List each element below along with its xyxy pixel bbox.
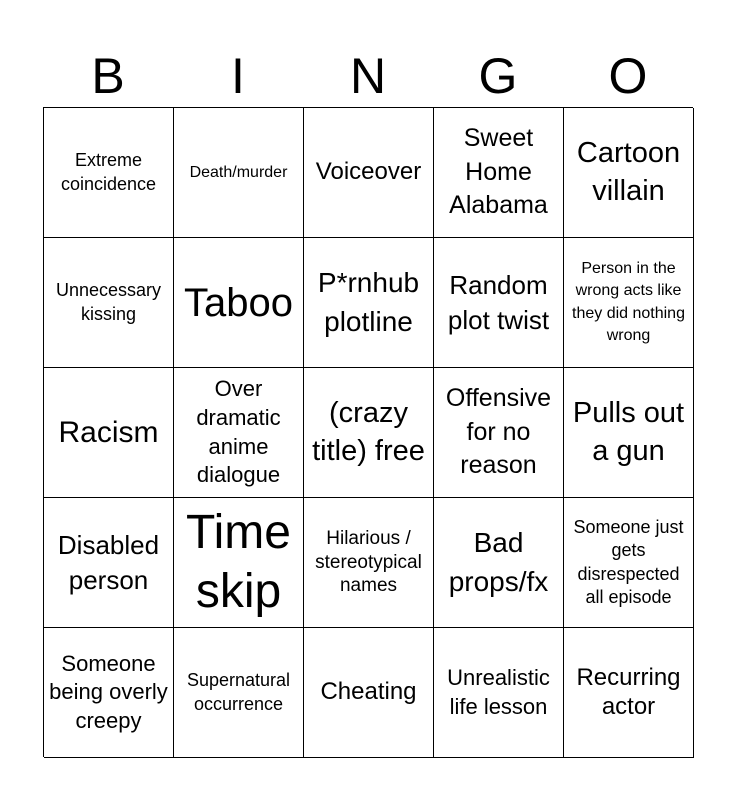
bingo-cell[interactable] bbox=[434, 498, 564, 628]
bingo-cell[interactable] bbox=[434, 108, 564, 238]
cell-label: Pulls out a gun bbox=[572, 396, 685, 467]
cell-label: Recurring actor bbox=[576, 664, 681, 720]
bingo-cell[interactable] bbox=[174, 238, 304, 368]
bingo-cell[interactable] bbox=[304, 498, 434, 628]
cell-label: Supernatural occurrence bbox=[186, 670, 291, 714]
bingo-cell[interactable] bbox=[44, 498, 174, 628]
bingo-cell[interactable] bbox=[44, 238, 174, 368]
bingo-cell[interactable] bbox=[434, 238, 564, 368]
bingo-cell[interactable] bbox=[304, 628, 434, 758]
bingo-cell[interactable] bbox=[174, 368, 304, 498]
bingo-header bbox=[43, 44, 693, 108]
cell-label: Random plot twist bbox=[447, 270, 550, 335]
cell-label: P*rnhub plotline bbox=[317, 267, 420, 337]
bingo-cell[interactable] bbox=[434, 368, 564, 498]
cell-label: Offensive for no reason bbox=[445, 383, 552, 480]
bingo-cell[interactable] bbox=[304, 238, 434, 368]
bingo-cell[interactable] bbox=[174, 628, 304, 758]
bingo-cell[interactable] bbox=[564, 628, 694, 758]
header-letter-o: O bbox=[608, 48, 648, 104]
cell-label: Extreme coincidence bbox=[60, 150, 157, 194]
cell-label: Bad props/fx bbox=[448, 527, 549, 597]
cell-label: Time skip bbox=[186, 505, 291, 618]
header-letter-i: I bbox=[231, 48, 245, 104]
bingo-cell[interactable] bbox=[44, 628, 174, 758]
bingo-cell[interactable] bbox=[564, 238, 694, 368]
cell-label: Person in the wrong acts like they did nothing wrong bbox=[572, 259, 685, 344]
cell-label: Someone being overly creepy bbox=[49, 650, 168, 733]
cell-label: Taboo bbox=[184, 280, 293, 325]
bingo-cell[interactable] bbox=[174, 498, 304, 628]
cell-label: Death/murder bbox=[189, 163, 288, 181]
bingo-cell[interactable] bbox=[304, 368, 434, 498]
cell-label: Someone just gets disrespected all episode bbox=[573, 516, 684, 607]
cell-label: Voiceover bbox=[315, 158, 422, 186]
cell-label: Unnecessary kissing bbox=[55, 280, 162, 324]
bingo-cell[interactable] bbox=[564, 368, 694, 498]
cell-label: Unrealistic life lesson bbox=[447, 664, 550, 719]
cell-label: Disabled person bbox=[57, 530, 160, 595]
bingo-cell[interactable] bbox=[174, 108, 304, 238]
bingo-cell[interactable] bbox=[434, 628, 564, 758]
cell-label: Hilarious / stereotypical names bbox=[315, 527, 422, 597]
bingo-cell[interactable] bbox=[44, 108, 174, 238]
bingo-cell[interactable] bbox=[304, 108, 434, 238]
cell-label: (crazy title) free bbox=[312, 396, 425, 467]
bingo-cell[interactable] bbox=[44, 368, 174, 498]
cell-label: Cartoon villain bbox=[576, 136, 681, 207]
cell-label: Sweet Home Alabama bbox=[449, 123, 548, 220]
header-letter-g: G bbox=[478, 48, 518, 104]
bingo-board bbox=[43, 107, 693, 757]
header-letter-n: N bbox=[349, 48, 387, 104]
header-letter-b: B bbox=[91, 48, 125, 104]
bingo-cell[interactable] bbox=[564, 498, 694, 628]
bingo-cell[interactable] bbox=[564, 108, 694, 238]
cell-label: Cheating bbox=[320, 678, 417, 706]
cell-label: Over dramatic anime dialogue bbox=[196, 376, 281, 488]
cell-label: Racism bbox=[58, 415, 159, 449]
